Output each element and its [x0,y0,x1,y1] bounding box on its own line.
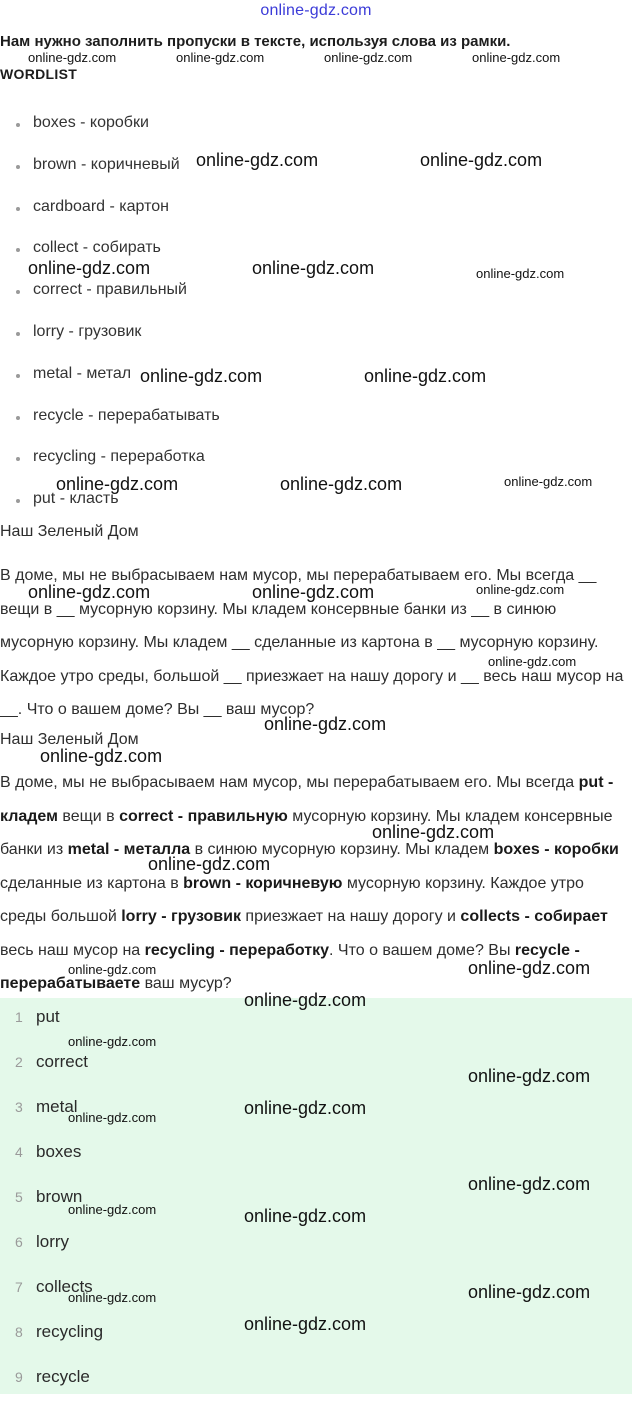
answer-word: brown [36,1187,83,1206]
watermark: online-gdz.com [68,1202,157,1217]
wordlist-item: put - класть [0,488,400,530]
answer-fill: recycle - перерабатываете [0,941,580,992]
site-link[interactable]: online-gdz.com [260,2,372,19]
watermark: online-gdz.com [176,50,265,65]
wordlist-item: correct - правильный [0,279,400,321]
wordlist [0,112,403,530]
watermark: online-gdz.com [468,958,591,978]
answer-number: 8 [15,1324,23,1340]
wordlist-item: cardboard - картон [0,196,400,238]
watermark: online-gdz.com [252,582,375,602]
watermark: online-gdz.com [476,266,565,281]
answer-row [0,1133,632,1178]
wordlist-item: metal - метал [0,363,400,405]
watermark: online-gdz.com [28,50,117,65]
answer-word: lorry [36,1232,70,1251]
answer-number: 4 [15,1144,23,1160]
wordlist-item: recycle - перерабатывать [0,405,400,447]
watermark: online-gdz.com [68,962,157,977]
watermark: online-gdz.com [148,854,271,874]
answer-row [0,1313,632,1358]
watermark: online-gdz.com [504,474,593,489]
watermark: online-gdz.com [468,1282,591,1302]
watermark: online-gdz.com [488,654,577,669]
watermark: online-gdz.com [140,366,263,386]
answer-word: correct [36,1052,88,1071]
answer-text-part: вещи в [57,807,120,825]
answer-text-part: весь наш мусор на [0,941,145,959]
answer-word: recycle [36,1367,90,1386]
answer-row [0,1358,632,1403]
watermark: online-gdz.com [264,714,387,734]
story-title: Наш Зеленый Дом [0,523,139,540]
watermark: online-gdz.com [28,258,151,278]
answer-text-part: . Что о вашем доме? Вы [329,941,515,959]
answer-word: collects [36,1277,93,1296]
watermark: online-gdz.com [468,1066,591,1086]
answer-number: 6 [15,1234,23,1250]
watermark: online-gdz.com [468,1174,591,1194]
watermark: online-gdz.com [280,474,403,494]
answer-row [0,998,632,1043]
answer-number: 1 [15,1009,23,1025]
answer-number: 7 [15,1279,23,1295]
answer-number: 5 [15,1189,23,1205]
answer-row [0,1043,632,1088]
watermark: online-gdz.com [420,150,543,170]
watermark: online-gdz.com [68,1110,157,1125]
answer-row [0,1223,632,1268]
answer-text-part: мусорную корзину. Мы кладем консервные банки из [0,807,613,858]
answer-text-part: в синюю мусорную корзину. Мы кладем [190,841,494,858]
answer-number: 2 [15,1054,23,1070]
answers-list [0,998,632,1394]
answer-fill: put - кладем [0,774,614,825]
wordlist-item: boxes - коробки [0,112,400,154]
answer-word: put [36,1007,60,1026]
watermark: online-gdz.com [68,1034,157,1049]
answer-text-part: мусорную корзину. Каждое утро среды большой [0,874,584,925]
answer-fill: brown - коричневую [183,874,343,892]
wordlist-item: brown - коричневый [0,154,400,196]
watermark: online-gdz.com [364,366,487,386]
gap-text: В доме, мы не выбрасываем нам мусор, мы перерабатываем его. Мы всегда __ вещи в __ мусорную корзину. Мы кладем консервные банки из __ в синюю мусорную корзину. Мы кладем __ сделанные из картона в __ мусорную корзину. Каждое утро среды, большой __ приезжает на нашу дорогу и __ весь наш мусор на __. Что о вашем доме? Вы __ ваш мусор? [0,567,624,718]
watermark: online-gdz.com [244,1206,367,1226]
answer-word: metal [36,1097,78,1116]
answer-number: 3 [15,1099,23,1115]
answer-fill: correct - правильную [119,807,288,825]
watermark: online-gdz.com [476,582,565,597]
watermark: online-gdz.com [244,1314,367,1334]
answer-row [0,1088,632,1133]
watermark: online-gdz.com [372,822,495,842]
answer-fill: boxes - коробки [493,841,619,858]
watermark: online-gdz.com [28,582,151,602]
watermark: online-gdz.com [68,1290,157,1305]
wordlist-heading: WORDLIST [0,66,78,82]
wordlist-item: recycling - переработка [0,446,400,488]
answer-fill: lorry - грузовик [121,908,241,925]
wordlist-item: lorry - грузовик [0,321,400,363]
answer-fill: collects - собирает [460,908,608,925]
watermark: online-gdz.com [244,990,367,1010]
answer-text-part: приезжает на нашу дорогу и [240,908,461,925]
wordlist-item: collect - собирать [0,237,400,279]
answer-row [0,1178,632,1223]
task-title: Нам нужно заполнить пропуски в тексте, используя слова из рамки. [0,33,511,50]
answer-text-part: сделанные из картона в [0,874,184,892]
answer-text-part: ваш мусур? [140,975,232,992]
watermark: online-gdz.com [40,746,163,766]
answer-number: 9 [15,1369,23,1385]
watermark: online-gdz.com [56,474,179,494]
watermark: online-gdz.com [324,50,413,65]
watermark: online-gdz.com [252,258,375,278]
answer-text [0,766,628,1001]
answer-word: boxes [36,1142,82,1161]
answer-title: Наш Зеленый Дом [0,731,139,748]
watermark: online-gdz.com [244,1098,367,1118]
answer-fill: recycling - переработку [144,941,330,959]
watermark: online-gdz.com [196,150,319,170]
watermark: online-gdz.com [472,50,561,65]
answer-fill: metal - металла [67,841,191,858]
answer-text-part: В доме, мы не выбрасываем нам мусор, мы перерабатываем его. Мы всегда [0,774,579,791]
answer-word: recycling [36,1322,104,1341]
answer-row [0,1268,632,1313]
